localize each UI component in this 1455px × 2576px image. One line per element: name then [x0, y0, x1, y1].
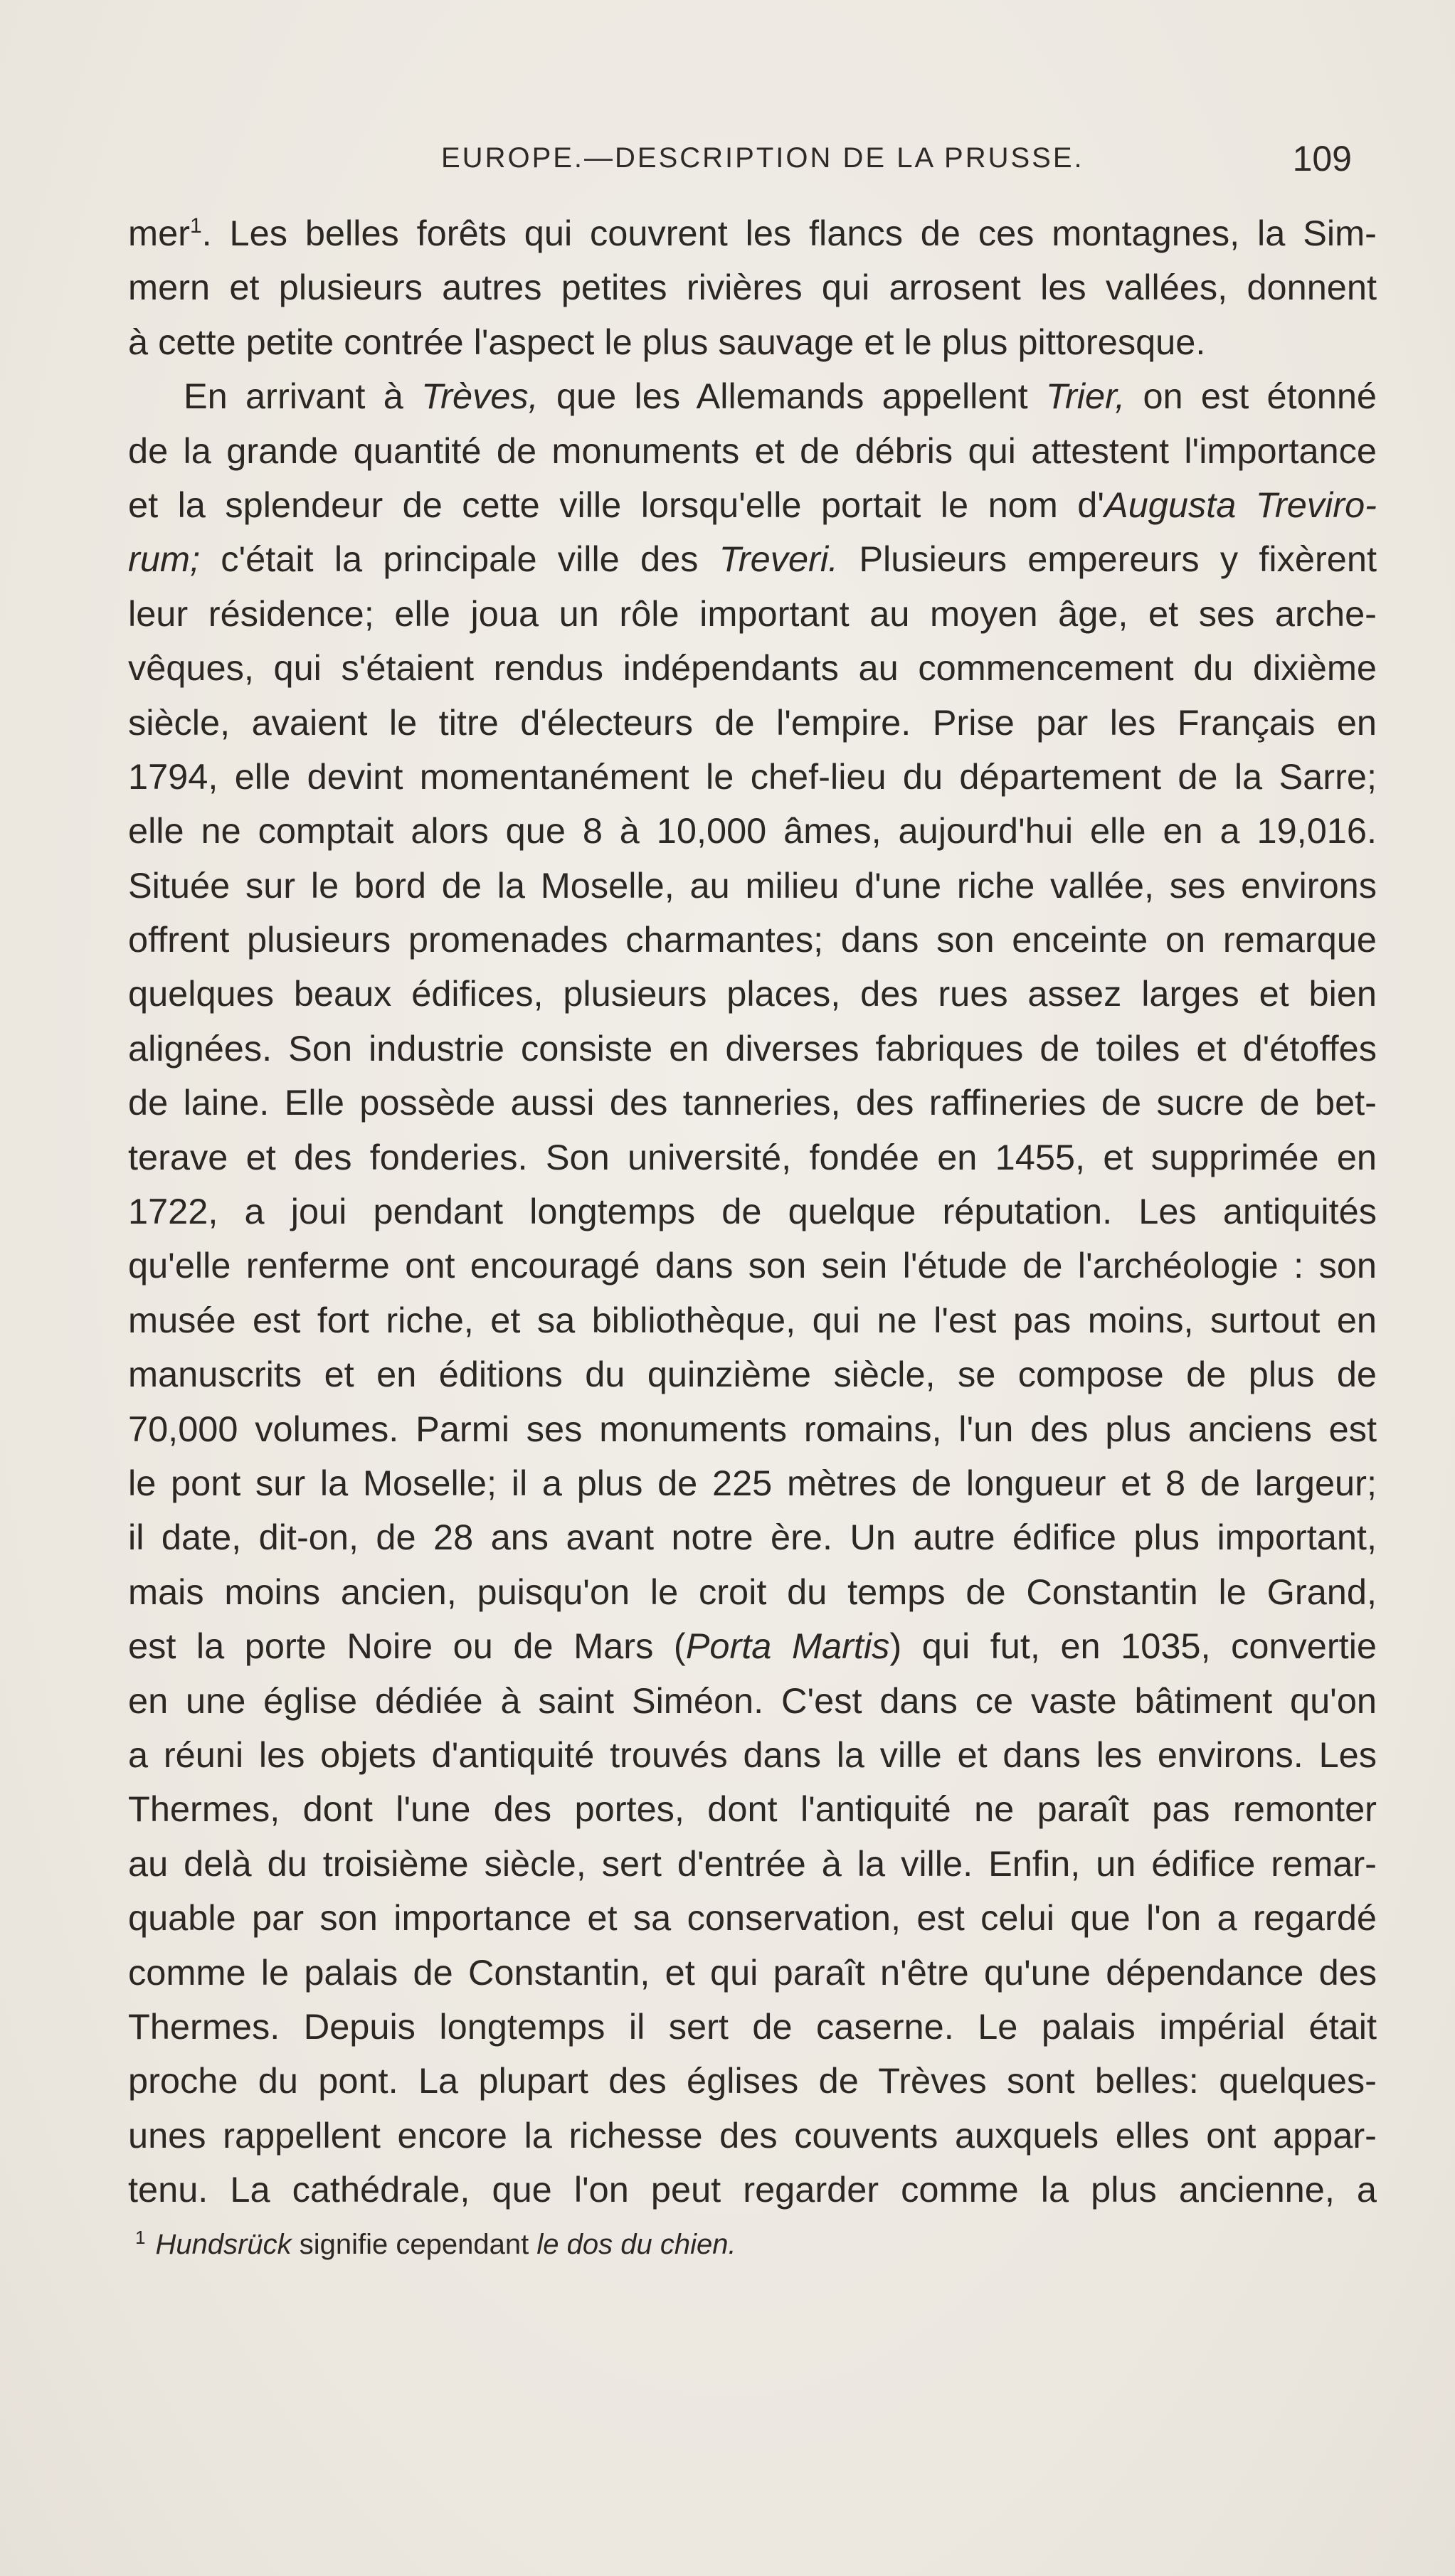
- text-line: mer$^1$. Les belles forêts qui couvrent les flancs de ces montagnes, la Sim-: [128, 213, 1377, 253]
- latin-name-italic: Treveri.: [719, 539, 839, 580]
- text-line: En arrivant à Trèves, que les Allemands appellent Trier, on est étonné: [184, 376, 1377, 417]
- footnote-reference: 1: [189, 214, 202, 238]
- footnote-text: signifie cependant: [291, 2229, 537, 2260]
- text-line: Thermes, dont l'une des portes, dont l'antiquité ne paraît pas remonter: [128, 1788, 1377, 1830]
- footnote-term: Hundsrück: [155, 2229, 292, 2260]
- text-line: proche du pont. La plupart des églises de Trèves sont belles: quelques-: [128, 2060, 1377, 2101]
- text-line: quelques beaux édifices, plusieurs places, des rues assez larges et bien: [128, 973, 1377, 1014]
- text-line: unes rappellent encore la richesse des couvents auxquels elles ont appar-: [128, 2114, 1377, 2156]
- text-line: et la splendeur de cette ville lorsqu'elle portait le nom d'Augusta Treviro-: [128, 484, 1377, 525]
- text-line: terave et des fonderies. Son université, fondée en 1455, et supprimée en: [128, 1136, 1377, 1177]
- latin-name-italic: rum;: [128, 539, 200, 580]
- text-line: offrent plusieurs promenades charmantes; dans son enceinte on remarque: [128, 919, 1377, 960]
- footnote-number: 1: [135, 2226, 146, 2248]
- text-line: musée est fort riche, et sa bibliothèque, qui ne l'est pas moins, surtout en: [128, 1299, 1377, 1340]
- text-line: manuscrits et en éditions du quinzième siècle, se compose de plus de: [128, 1354, 1377, 1395]
- text-line: de la grande quantité de monuments et de débris qui attestent l'importance: [128, 430, 1377, 471]
- text-line: 1722, a joui pendant longtemps de quelque réputation. Les antiquités: [128, 1191, 1377, 1232]
- text-line: rum; c'était la principale ville des Treveri. Plusieurs empereurs y fixèrent: [128, 539, 1377, 580]
- text-line: le pont sur la Moselle; il a plus de 225 mètres de longueur et 8 de largeur;: [128, 1462, 1377, 1503]
- text-line: tenu. La cathédrale, que l'on peut regarder comme la plus ancienne, a: [128, 2169, 1377, 2210]
- footnote: [135, 2226, 736, 2261]
- running-head: [128, 139, 1352, 185]
- text-line: Située sur le bord de la Moselle, au milieu d'une riche vallée, ses environs: [128, 864, 1377, 906]
- text-line: est la porte Noire ou de Mars (Porta Martis) qui fut, en 1035, convertie: [128, 1626, 1377, 1667]
- text-line: de laine. Elle possède aussi des tanneries, des raffineries de sucre de bet-: [128, 1082, 1377, 1123]
- text-line: 70,000 volumes. Parmi ses monuments romains, l'un des plus anciens est: [128, 1408, 1377, 1449]
- text-line: à cette petite contrée l'aspect le plus sauvage et le plus pittoresque.: [128, 321, 1206, 362]
- text-line: Thermes. Depuis longtemps il sert de caserne. Le palais impérial était: [128, 2005, 1377, 2047]
- body-text: [128, 206, 1377, 2217]
- text-line: qu'elle renferme ont encouragé dans son sein l'étude de l'archéologie : son: [128, 1245, 1377, 1286]
- text-line: a réuni les objets d'antiquité trouvés dans la ville et dans les environs. Les: [128, 1734, 1377, 1775]
- place-name-italic: Trèves,: [421, 376, 539, 417]
- text-line: en une église dédiée à saint Siméon. C'est dans ce vaste bâtiment qu'on: [128, 1680, 1377, 1721]
- text-line: leur résidence; elle joua un rôle important au moyen âge, et ses arche-: [128, 593, 1377, 634]
- text-line: siècle, avaient le titre d'électeurs de l'empire. Prise par les Français en: [128, 701, 1377, 743]
- text-line: il date, dit-on, de 28 ans avant notre ère. Un autre édifice plus important,: [128, 1517, 1377, 1558]
- text-line: elle ne comptait alors que 8 à 10,000 âmes, aujourd'hui elle en a 19,016.: [128, 810, 1377, 852]
- text-line: 1794, elle devint momentanément le chef-lieu du département de la Sarre;: [128, 756, 1377, 797]
- text-line: mais moins ancien, puisqu'on le croit du temps de Constantin le Grand,: [128, 1571, 1377, 1612]
- text-line: au delà du troisième siècle, sert d'entrée à la ville. Enfin, un édifice remar-: [128, 1843, 1377, 1884]
- text-line: mern et plusieurs autres petites rivières qui arrosent les vallées, donnent: [128, 267, 1377, 308]
- running-title: EUROPE.—DESCRIPTION DE LA PRUSSE.: [441, 142, 1084, 174]
- latin-name-italic: Porta Martis: [685, 1626, 890, 1667]
- footnote-meaning: le dos du chien.: [536, 2229, 736, 2260]
- text-line: alignées. Son industrie consiste en diverses fabriques de toiles et d'étoffes: [128, 1027, 1377, 1069]
- place-name-italic: Trier,: [1045, 376, 1126, 417]
- text-line: comme le palais de Constantin, et qui paraît n'être qu'une dépendance des: [128, 1951, 1377, 1993]
- latin-name-italic: Augusta Treviro-: [1104, 484, 1377, 525]
- text-line: quable par son importance et sa conservation, est celui que l'on a regardé: [128, 1897, 1377, 1939]
- page-number: 109: [1292, 139, 1352, 179]
- text-line: vêques, qui s'étaient rendus indépendants au commencement du dixième: [128, 647, 1377, 689]
